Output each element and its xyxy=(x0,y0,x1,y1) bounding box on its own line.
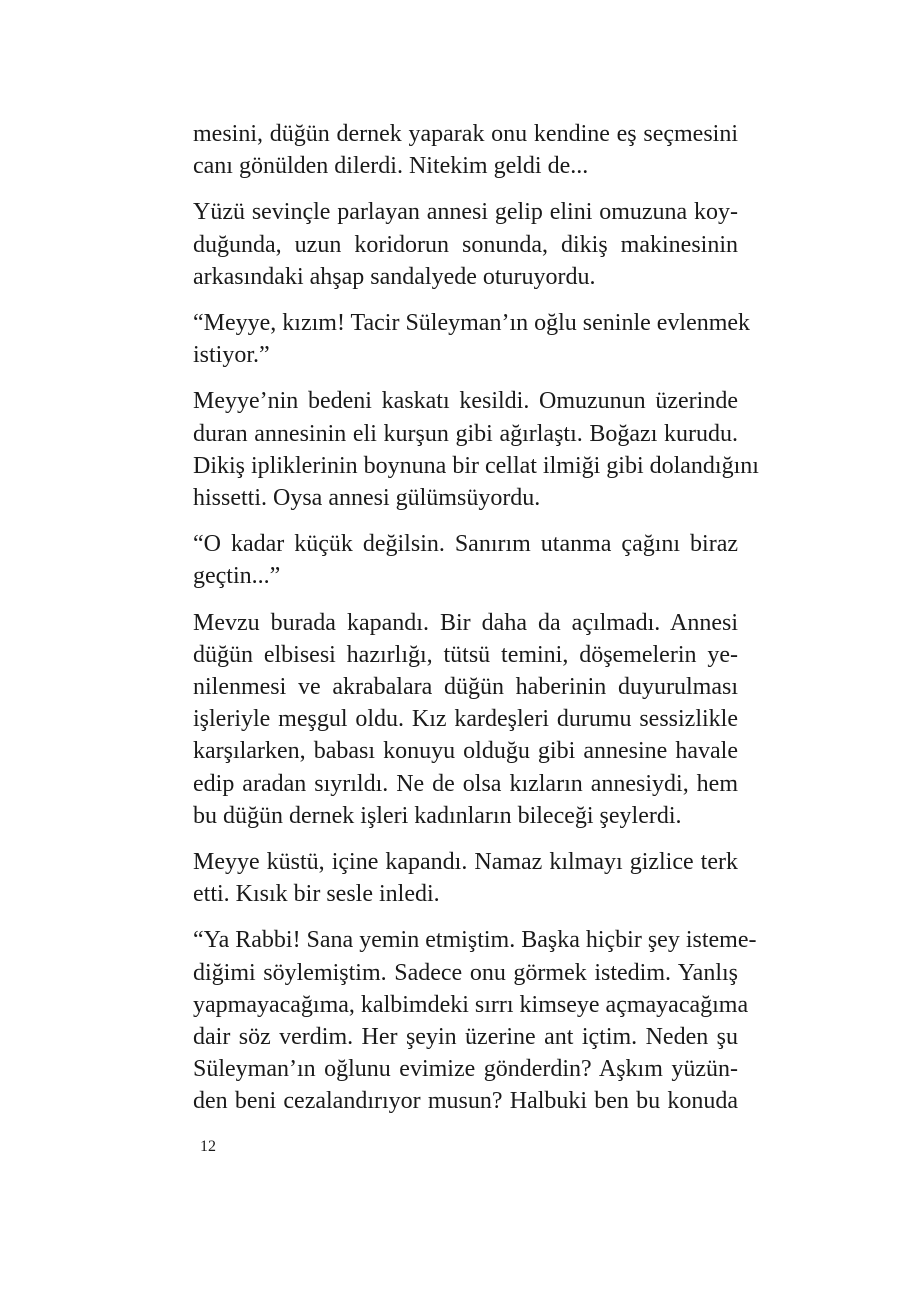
text-line: den beni cezalandırıyor musun? Halbuki ben bu konuda xyxy=(193,1088,738,1115)
paragraph xyxy=(193,528,738,592)
text-line: yapmayacağıma, kalbimdeki sırrı kimseye açmayacağıma xyxy=(193,991,749,1018)
text-line: bu düğün dernek işleri kadınların bileceği şeylerdi. xyxy=(193,802,682,829)
text-line: nilenmesi ve akrabalara düğün haberinin duyurulması xyxy=(193,674,738,701)
text-line: “Meyye, kızım! Tacir Süleyman’ın oğlu seninle evlenmek xyxy=(193,310,751,337)
paragraph xyxy=(193,307,751,371)
text-line: canı gönülden dilerdi. Nitekim geldi de... xyxy=(193,153,589,180)
text-line: duran annesinin eli kurşun gibi ağırlaştı. Boğazı kurudu. xyxy=(193,420,738,447)
paragraph xyxy=(193,846,738,910)
text-line: Yüzü sevinçle parlayan annesi gelip elini omuzuna koy- xyxy=(193,199,738,226)
text-line: Dikiş ipliklerinin boynuna bir cellat ilmiği gibi dolandığını xyxy=(193,452,759,479)
text-line: düğün elbisesi hazırlığı, tütsü temini, döşemelerin ye- xyxy=(193,641,738,668)
text-line: “O kadar küçük değilsin. Sanırım utanma çağını biraz xyxy=(193,531,738,558)
text-line: edip aradan sıyrıldı. Ne de olsa kızların annesiydi, hem xyxy=(193,770,738,797)
paragraph xyxy=(193,924,757,1117)
text-line: Süleyman’ın oğlunu evimize gönderdin? Aşkım yüzün- xyxy=(193,1056,738,1083)
text-line: dair söz verdim. Her şeyin üzerine ant içtim. Neden şu xyxy=(193,1024,738,1051)
text-line: “Ya Rabbi! Sana yemin etmiştim. Başka hiçbir şey isteme- xyxy=(193,927,757,954)
paragraph xyxy=(193,385,759,514)
text-line: mesini, düğün dernek yaparak onu kendine eş seçmesini xyxy=(193,121,738,147)
body-text xyxy=(193,118,759,1132)
text-line: arkasındaki ahşap sandalyede oturuyordu. xyxy=(193,263,596,290)
text-line: geçtin...” xyxy=(193,563,281,590)
paragraph xyxy=(193,607,738,832)
page-number: 12 xyxy=(200,1138,216,1155)
text-line: istiyor.” xyxy=(193,342,270,369)
text-line: karşılarken, babası konuyu olduğu gibi annesine havale xyxy=(193,738,738,765)
text-line: diğimi söylemiştim. Sadece onu görmek istedim. Yanlış xyxy=(193,959,738,986)
text-line: Meyye’nin bedeni kaskatı kesildi. Omuzunun üzerinde xyxy=(193,388,738,415)
text-line: Mevzu burada kapandı. Bir daha da açılmadı. Annesi xyxy=(193,609,738,636)
text-line: işleriyle meşgul oldu. Kız kardeşleri durumu sessizlikle xyxy=(193,706,738,733)
text-line: duğunda, uzun koridorun sonunda, dikiş makinesinin xyxy=(193,231,738,258)
text-line: Meyye küstü, içine kapandı. Namaz kılmayı gizlice terk xyxy=(193,849,738,876)
text-line: etti. Kısık bir sesle inledi. xyxy=(193,881,440,908)
paragraph xyxy=(193,196,738,293)
text-line: hissetti. Oysa annesi gülümsüyordu. xyxy=(193,485,541,512)
paragraph xyxy=(193,118,738,182)
